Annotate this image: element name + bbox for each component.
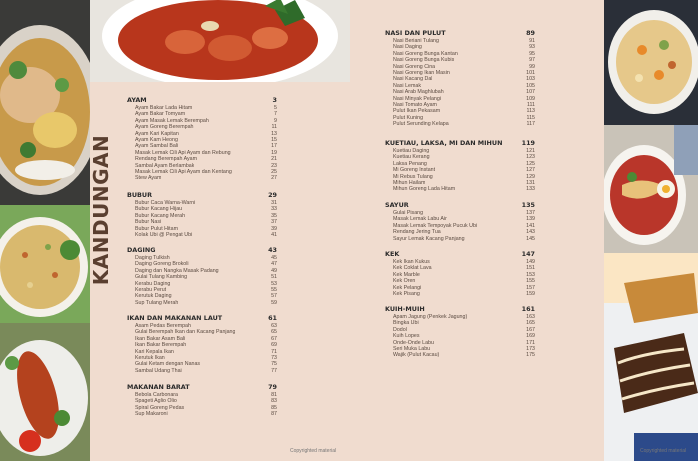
toc-entry-name: Mihun Hailam [393, 179, 426, 186]
photo-fried-rice [0, 205, 90, 323]
toc-entry-name: Masak Lemak Cili Api Ayam dan Kentang [135, 168, 232, 175]
section-sayur [385, 201, 535, 242]
toc-entry-name: Kek Pelangi [393, 284, 422, 291]
toc-entry-name: Ikan Bakar Asam Bali [135, 335, 186, 342]
toc-entry[interactable] [385, 121, 535, 127]
toc-entry-page: 141 [526, 222, 535, 229]
toc-entry-name: Bubur Kacang Merah [135, 212, 186, 219]
toc-entry-name: Gulai Pisang [393, 210, 424, 216]
contents-title [86, 134, 116, 286]
section-nasi [385, 29, 535, 127]
toc-entry-page: 83 [271, 398, 277, 405]
toc-entry-name: Laksa Penang [393, 160, 427, 167]
toc-entry-name: Kolak Ubi @ Pengat Ubi [135, 231, 193, 238]
toc-entry-name: Onde-Onde Labu [393, 339, 434, 346]
section-heading-title: KUETIAU, LAKSA, MI DAN MIHUN [385, 139, 503, 147]
toc-entry-page: 77 [271, 367, 277, 374]
toc-entry-name: Ayam Goreng Berempah [135, 124, 194, 131]
toc-entry-name: Ayam Bakar Tomyam [135, 111, 186, 118]
toc-entry-name: Bubur Kacang Hijau [135, 206, 183, 213]
section-heading-title: AYAM [127, 96, 147, 104]
toc-entry-page: 165 [526, 320, 535, 327]
toc-entry-page: 103 [526, 76, 535, 83]
toc-entry-name: Wajik (Pulut Kacau) [393, 352, 440, 359]
toc-entry-page: 69 [271, 342, 277, 349]
toc-entry-name: Mi Goreng Instant [393, 167, 436, 174]
toc-entry-name: Spageti Aglio Olio [135, 398, 177, 405]
section-heading[interactable] [385, 139, 535, 148]
toc-entry-page: 143 [526, 229, 535, 236]
toc-entry-page: 111 [526, 101, 535, 108]
toc-entry-page: 133 [526, 186, 535, 193]
toc-entry[interactable] [127, 175, 277, 181]
section-kuetiau [385, 139, 535, 193]
section-ayam [127, 96, 277, 182]
section-heading-page: 79 [268, 383, 277, 391]
section-heading[interactable] [127, 96, 277, 105]
section-heading-title: MAKANAN BARAT [127, 383, 190, 391]
toc-entry-name: Kerabu Daging [135, 280, 171, 287]
toc-entry-page: 95 [529, 50, 535, 57]
section-heading-title: SAYUR [385, 201, 409, 209]
photo-prawn-curry [90, 0, 350, 82]
toc-entry-name: Rendang Berempah Ayam [135, 156, 198, 163]
toc-entry-name: Gulai Tulang Kambing [135, 274, 188, 281]
toc-entry-page: 123 [526, 154, 535, 161]
toc-entry-name: Kek Ikan Kukus [393, 259, 430, 265]
toc-entry[interactable] [127, 232, 277, 238]
toc-entry-page: 21 [271, 156, 277, 163]
toc-entry-page: 15 [271, 136, 277, 143]
toc-entry-page: 47 [271, 261, 277, 268]
toc-entry-page: 67 [271, 335, 277, 342]
toc-entry-name: Dodol [393, 326, 407, 333]
toc-entry-page: 7 [274, 111, 277, 118]
section-heading-title: IKAN DAN MAKANAN LAUT [127, 314, 223, 322]
toc-entry-name: Bebola Carbonara [135, 392, 178, 398]
toc-entry-page: 85 [271, 404, 277, 411]
section-heading-title: NASI DAN PULUT [385, 29, 446, 37]
toc-entry-page: 59 [271, 299, 277, 306]
toc-entry-page: 71 [271, 348, 277, 355]
section-heading[interactable] [385, 250, 535, 259]
toc-entry-name: Apam Jagung (Penkek Jagung) [393, 314, 468, 320]
section-heading[interactable] [385, 201, 535, 210]
toc-entry-name: Asam Pedas Berempah [135, 323, 191, 329]
toc-entry-name: Stew Ayam [135, 175, 162, 182]
toc-entry-page: 5 [274, 105, 277, 111]
toc-entry-page: 75 [271, 361, 277, 368]
toc-entry[interactable] [385, 186, 535, 192]
toc-entry-page: 55 [271, 286, 277, 293]
toc-entry-page: 31 [271, 200, 277, 206]
copyright-right: Copyrighted material [640, 448, 687, 454]
toc-entry-page: 137 [526, 210, 535, 216]
toc-entry-page: 17 [271, 143, 277, 150]
toc-entry-page: 125 [526, 160, 535, 167]
toc-entry-page: 63 [271, 323, 277, 329]
toc-entry-name: Kuih Lopes [393, 333, 420, 340]
toc-entry-page: 153 [526, 271, 535, 278]
toc-entry-page: 131 [526, 179, 535, 186]
toc-entry-page: 65 [271, 329, 277, 336]
toc-entry-name: Kek Pisang [393, 290, 420, 297]
toc-entry-name: Bubur Caca Warna-Warni [135, 200, 196, 206]
toc-entry-page: 41 [271, 231, 277, 238]
toc-entry-page: 113 [526, 108, 535, 115]
toc-entry-name: Nasi Kacang Dal [393, 76, 433, 83]
section-daging [127, 246, 277, 306]
toc-entry-name: Ayam Sambal Bali [135, 143, 179, 150]
photo-layer-cake [604, 253, 698, 461]
toc-entry-name: Daging Tulkish [135, 255, 170, 261]
contents-title-text: KANDUNGAN [89, 134, 113, 286]
toc-entry-page: 167 [526, 326, 535, 333]
toc-entry-name: Kari Kepala Ikan [135, 348, 174, 355]
toc-entry-page: 27 [271, 175, 277, 182]
toc-entry-page: 157 [526, 284, 535, 291]
section-heading-page: 3 [272, 96, 277, 104]
toc-entry-page: 169 [526, 333, 535, 340]
toc-entry-page: 155 [526, 278, 535, 285]
toc-entry-name: Gulai Ketam dengan Nanas [135, 361, 201, 368]
section-heading-page: 135 [521, 201, 535, 209]
toc-entry-page: 45 [271, 255, 277, 261]
toc-entry-name: Sambal Ayam Berlambak [135, 162, 195, 169]
toc-entry-name: Kek Coklat Lava [393, 265, 432, 272]
toc-entry-page: 159 [526, 290, 535, 297]
toc-entry[interactable] [127, 368, 277, 374]
section-barat [127, 383, 277, 418]
toc-entry[interactable] [385, 236, 535, 242]
section-heading-page: 147 [521, 250, 535, 258]
toc-entry-name: Nasi Arab Maghlubah [393, 89, 444, 96]
toc-entry-name: Ayam Bakar Lada Hitam [135, 105, 193, 111]
toc-entry-page: 51 [271, 274, 277, 281]
section-ikan [127, 314, 277, 374]
toc-entry-page: 107 [526, 89, 535, 96]
toc-entry-name: Nasi Goreng Bunga Kantan [393, 50, 458, 57]
toc-entry-page: 23 [271, 162, 277, 169]
section-heading-title: BUBUR [127, 191, 153, 199]
toc-entry-name: Nasi Daging [393, 44, 422, 51]
toc-entry-name: Kerutuk Daging [135, 293, 172, 300]
toc-entry-name: Kerabu Perut [135, 286, 167, 293]
toc-entry-name: Bubur Nasi [135, 219, 162, 226]
toc-entry-page: 139 [526, 216, 535, 223]
toc-entry-page: 151 [526, 265, 535, 272]
toc-entry-name: Masak Lemak Labu Air [393, 216, 447, 223]
copyright-left: Copyrighted material [290, 448, 337, 454]
section-heading[interactable] [385, 305, 535, 314]
toc-entry[interactable] [127, 300, 277, 306]
toc-entry-name: Nasi Minyak Pelangi [393, 95, 441, 102]
section-heading-page: 29 [268, 191, 277, 199]
section-heading[interactable] [385, 29, 535, 38]
toc-entry[interactable] [385, 291, 535, 297]
toc-entry-page: 81 [271, 392, 277, 398]
toc-entry-page: 173 [526, 345, 535, 352]
toc-entry-name: Kuetiau Kerang [393, 154, 430, 161]
toc-entry-page: 97 [529, 57, 535, 64]
toc-entry-page: 93 [529, 44, 535, 51]
section-heading[interactable] [127, 246, 277, 255]
toc-entry-name: Sup Tulang Merah [135, 299, 179, 306]
toc-entry-name: Ikan Bakar Berempah [135, 342, 187, 349]
toc-entry-name: Seri Muka Labu [393, 345, 431, 352]
section-heading-page: 43 [268, 246, 277, 254]
toc-entry-name: Spiral Goreng Pedas [135, 404, 185, 411]
toc-entry-page: 35 [271, 212, 277, 219]
toc-entry-page: 57 [271, 293, 277, 300]
toc-entry-name: Kuetiau Daging [393, 148, 430, 154]
photo-chicken-dish [0, 0, 90, 205]
toc-entry-name: Kek Marble [393, 271, 420, 278]
toc-entry-name: Pulut Kuning [393, 114, 424, 121]
toc-entry-name: Nasi Goreng Bunga Kubis [393, 57, 455, 64]
toc-entry-name: Nasi Beriani Tulang [393, 38, 439, 44]
section-heading-title: KUIH-MUIH [385, 305, 425, 313]
toc-entry-page: 127 [526, 167, 535, 174]
toc-entry-page: 117 [526, 121, 535, 128]
toc-entry-page: 101 [526, 69, 535, 76]
toc-entry-page: 25 [271, 168, 277, 175]
toc-entry-page: 121 [526, 148, 535, 154]
toc-entry-name: Pulut Ikan Pekasam [393, 108, 441, 115]
toc-entry-page: 13 [271, 130, 277, 137]
toc-entry-name: Bubur Pulut Hitam [135, 225, 178, 232]
toc-entry-page: 145 [526, 235, 535, 242]
toc-entry-page: 87 [271, 411, 277, 418]
toc-entry-name: Ayam Kam Heong [135, 136, 178, 143]
section-heading-title: DAGING [127, 246, 156, 254]
toc-entry-page: 163 [526, 314, 535, 320]
photo-vegetable-stew [604, 0, 698, 125]
toc-entry-page: 99 [529, 63, 535, 70]
toc-entry[interactable] [127, 411, 277, 417]
section-bubur [127, 191, 277, 238]
toc-entry-page: 171 [526, 339, 535, 346]
toc-entry-name: Masak Lemak Tempoyak Pucuk Ubi [393, 222, 478, 229]
toc-entry-page: 91 [529, 38, 535, 44]
toc-entry-name: Ayam Masak Lemak Berempah [135, 117, 209, 124]
section-heading[interactable] [127, 191, 277, 200]
toc-entry-page: 19 [271, 149, 277, 156]
toc-entry-name: Gulai Berempah Ikan dan Kacang Panjang [135, 329, 236, 336]
toc-entry-name: Masak Lemak Cili Api Ayam dan Rebung [135, 149, 231, 156]
toc-entry-name: Kek Oren [393, 278, 416, 285]
section-heading-page: 89 [526, 29, 535, 37]
section-heading-page: 119 [521, 139, 535, 147]
toc-entry-page: 129 [526, 173, 535, 180]
toc-entry-page: 115 [526, 114, 535, 121]
toc-entry-page: 9 [274, 117, 277, 124]
toc-entry-page: 73 [271, 354, 277, 361]
toc-entry-name: Sambal Udang Thai [135, 367, 182, 374]
toc-entry-name: Rendang Jering Tua [393, 229, 441, 236]
toc-entry-page: 39 [271, 225, 277, 232]
section-kek [385, 250, 535, 297]
toc-entry-page: 175 [526, 352, 535, 359]
toc-entry-page: 105 [526, 82, 535, 89]
photo-grilled-fish [0, 323, 90, 461]
toc-entry-page: 109 [526, 95, 535, 102]
toc-entry-name: Pulut Serunding Kelapa [393, 121, 449, 128]
toc-entry[interactable] [385, 352, 535, 358]
toc-entry-name: Daging Goreng Brokoli [135, 261, 189, 268]
toc-entry-name: Nasi Goreng Cina [393, 63, 436, 70]
toc-entry-page: 33 [271, 206, 277, 213]
section-heading-page: 61 [268, 314, 277, 322]
toc-entry-page: 49 [271, 267, 277, 274]
toc-entry-name: Sayur Lemak Kacang Panjang [393, 235, 465, 242]
toc-entry-page: 11 [271, 124, 277, 131]
toc-entry-name: Nasi Tomato Ayam [393, 101, 437, 108]
toc-entry-page: 37 [271, 219, 277, 226]
toc-entry-name: Ayam Kari Kapitan [135, 130, 179, 137]
toc-entry-name: Kerutuk Ikan [135, 354, 165, 361]
toc-entry-page: 149 [526, 259, 535, 265]
toc-entry-name: Nasi Goreng Ikan Masin [393, 69, 450, 76]
toc-entry-name: Mihun Goreng Lada Hitam [393, 186, 456, 193]
toc-entry-name: Nasi Lemak [393, 82, 421, 89]
section-heading[interactable] [127, 314, 277, 323]
toc-entry-name: Sup Makaroni [135, 411, 168, 418]
photo-noodles-egg [604, 125, 698, 253]
toc-entry-page: 53 [271, 280, 277, 287]
section-heading-page: 161 [521, 305, 535, 313]
toc-entry-name: Daging dan Nangka Masak Padang [135, 267, 219, 274]
section-heading-title: KEK [385, 250, 400, 258]
toc-entry-name: Bingka Ubi [393, 320, 419, 327]
section-heading[interactable] [127, 383, 277, 392]
section-kuih [385, 305, 535, 359]
toc-entry-name: Mi Rebus Tulang [393, 173, 433, 180]
